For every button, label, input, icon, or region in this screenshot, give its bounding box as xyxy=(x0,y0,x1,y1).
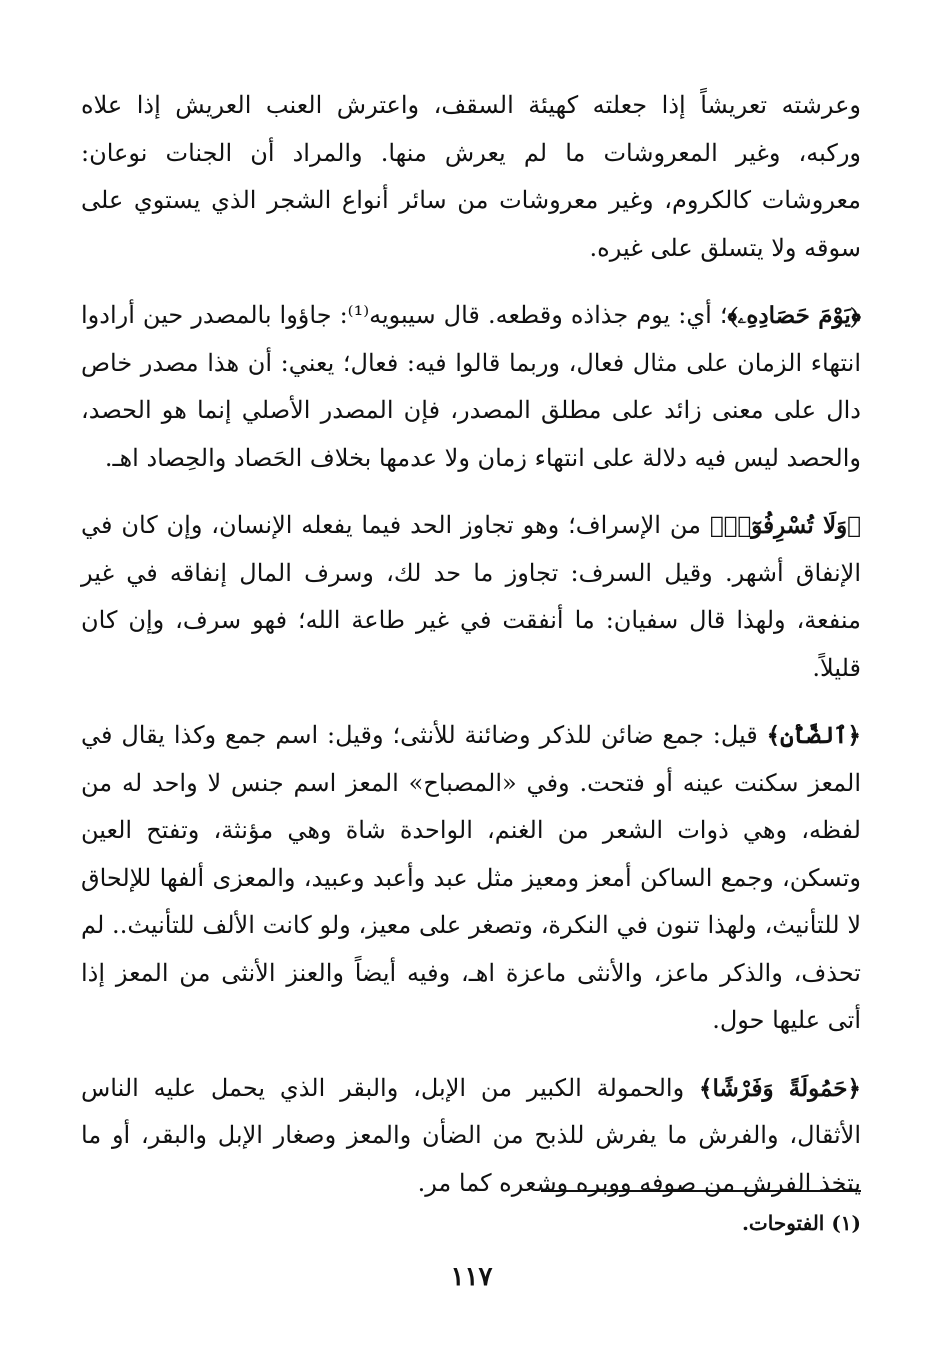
paragraph-3 xyxy=(81,502,861,692)
quran-term: ﴿حَمُولَةً وَفَرْشًا﴾ xyxy=(699,1074,861,1102)
paragraph-text: ؛ أي: يوم جذاذه وقطعه. قال سيبويه⁽¹⁾: جاؤوا بالمصدر حين أرادوا انتهاء الزمان على مثال فعال، وربما قالوا فيه: فعال؛ يعني: أن هذا مصدر خاص دال على معنى زائد على مطلق المصدر، فإن المصدر الأصلي إنما هو الحصد، والحصد ليس فيه دلالة على انتهاء زمان ولا عدمها بخلاف الحَصاد والحِصاد اهـ. xyxy=(81,301,861,472)
footnote-divider xyxy=(541,1190,861,1192)
page-body xyxy=(81,82,861,1227)
quran-term: ﴿يَوْمَ حَصَادِهِۦ﴾ xyxy=(727,302,861,329)
quran-term: ﴿وَلَا تُسْرِفُوٓا۟﴾ xyxy=(709,512,861,539)
paragraph-5 xyxy=(81,1065,861,1208)
quran-term: ﴿ٱلضَّأْنِ﴾ xyxy=(766,722,861,749)
paragraph-1 xyxy=(81,82,861,272)
footnote: (١) الفتوحات. xyxy=(741,1211,861,1235)
paragraph-text: قيل: جمع ضائن للذكر وضائنة للأنثى؛ وقيل: اسم جمع وكذا يقال في المعز سكنت عينه أو فتحت. وفي «المصباح» المعز اسم جنس لا واحد له من لفظه، وهي ذوات الشعر من الغنم، الواحدة شاة وهي مؤنثة، وتفتح العين وتسكن، وجمع الساكن أمعز ومعيز مثل عبد وأعبد وعبيد، والمعزى ألفها للإلحاق لا للتأنيث، ولهذا تنون في النكرة، وتصغر على معيز، ولو كانت الألف للتأنيث.. لم تحذف، والذكر ماعز، والأنثى ماعزة اهـ، وفيه أيضاً والعنز الأنثى من المعز إذا أتى عليها حول. xyxy=(81,721,861,1034)
paragraph-text: وعرشته تعريشاً إذا جعلته كهيئة السقف، واعترش العنب العريش إذا علاه وركبه، وغير المعروشات ما لم يعرش منها. والمراد أن الجنات نوعان: معروشات كالكروم، وغير معروشات من سائر أنواع الشجر الذي يستوي على سوقه ولا يتسلق على غيره. xyxy=(81,91,861,262)
paragraph-2 xyxy=(81,292,861,482)
paragraph-text: من الإسراف؛ وهو تجاوز الحد فيما يفعله الإنسان، وإن كان في الإنفاق أشهر. وقيل السرف: تجاوز ما حد لك، وسرف المال إنفاقه في غير منفعة، ولهذا قال سفيان: ما أنفقت في غير طاعة الله؛ فهو سرف، وإن كان قليلاً. xyxy=(81,511,861,682)
page-number: ١١٧ xyxy=(450,1262,493,1292)
paragraph-text: والحمولة الكبير من الإبل، والبقر الذي يحمل عليه الناس الأثقال، والفرش ما يفرش للذبح من الضأن والمعز وصغار الإبل والبقر، أو ما يتخذ الفرش من صوفه ووبره وشعره كما مر. xyxy=(81,1073,861,1197)
paragraph-4 xyxy=(81,712,861,1045)
